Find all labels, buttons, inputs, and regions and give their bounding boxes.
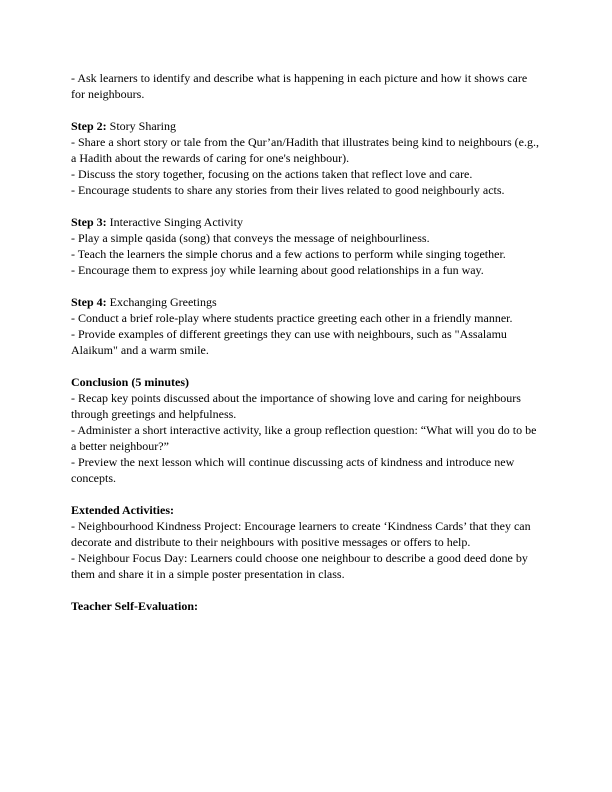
doc-paragraph: - Ask learners to identify and describe what is happening in each picture and how it shows care for neighbours. [71,71,528,101]
doc-paragraph: - Play a simple qasida (song) that conveys the message of neighbourliness. [71,231,430,245]
section-heading-bold: Step 3: [71,215,107,229]
section-heading-rest: Interactive Singing Activity [106,215,243,229]
doc-section [71,214,541,278]
section-heading [71,118,541,134]
section-heading-bold: Step 2: [71,119,107,133]
section-heading-bold: Teacher Self-Evaluation: [71,599,199,613]
doc-paragraph: - Neighbourhood Kindness Project: Encourage learners to create ‘Kindness Cards’ that they can decorate and distribute to their neighbours with positive messages or offers to help. [71,519,531,549]
section-heading-rest: Exchanging Greetings [106,295,217,309]
section-heading [71,214,541,230]
document-body [71,70,541,614]
doc-paragraph: - Share a short story or tale from the Qur’an/Hadith that illustrates being kind to neighbours (e.g., a Hadith about the rewards of caring for one's neighbour). [71,135,539,165]
doc-paragraph: - Encourage students to share any stories from their lives related to good neighbourly acts. [71,183,505,197]
doc-paragraph: - Neighbour Focus Day: Learners could choose one neighbour to describe a good deed done by them and share it in a simple poster presentation in class. [71,551,528,581]
section-heading-bold: Conclusion (5 minutes) [71,375,190,389]
doc-paragraph: - Teach the learners the simple chorus and a few actions to perform while singing together. [71,247,506,261]
section-heading-bold: Step 4: [71,295,107,309]
doc-section [71,502,541,582]
section-heading [71,502,541,518]
section-heading [71,294,541,310]
doc-paragraph: - Recap key points discussed about the importance of showing love and caring for neighbours through greetings and helpfulness. [71,391,521,421]
doc-section [71,294,541,358]
doc-section [71,118,541,198]
doc-section [71,374,541,486]
doc-paragraph: - Encourage them to express joy while learning about good relationships in a fun way. [71,263,484,277]
section-heading [71,374,541,390]
doc-section [71,70,541,102]
doc-paragraph: - Conduct a brief role-play where students practice greeting each other in a friendly manner. [71,311,513,325]
doc-section [71,598,541,614]
section-heading [71,598,541,614]
section-heading-bold: Extended Activities: [71,503,174,517]
doc-paragraph: - Administer a short interactive activity, like a group reflection question: “What will you do to be a better neighbour?” [71,423,537,453]
section-heading-rest: Story Sharing [106,119,177,133]
doc-paragraph: - Discuss the story together, focusing on the actions taken that reflect love and care. [71,167,473,181]
doc-paragraph: - Preview the next lesson which will continue discussing acts of kindness and introduce new concepts. [71,455,515,485]
doc-paragraph: - Provide examples of different greetings they can use with neighbours, such as "Assalamu Alaikum" and a warm smile. [71,327,507,357]
